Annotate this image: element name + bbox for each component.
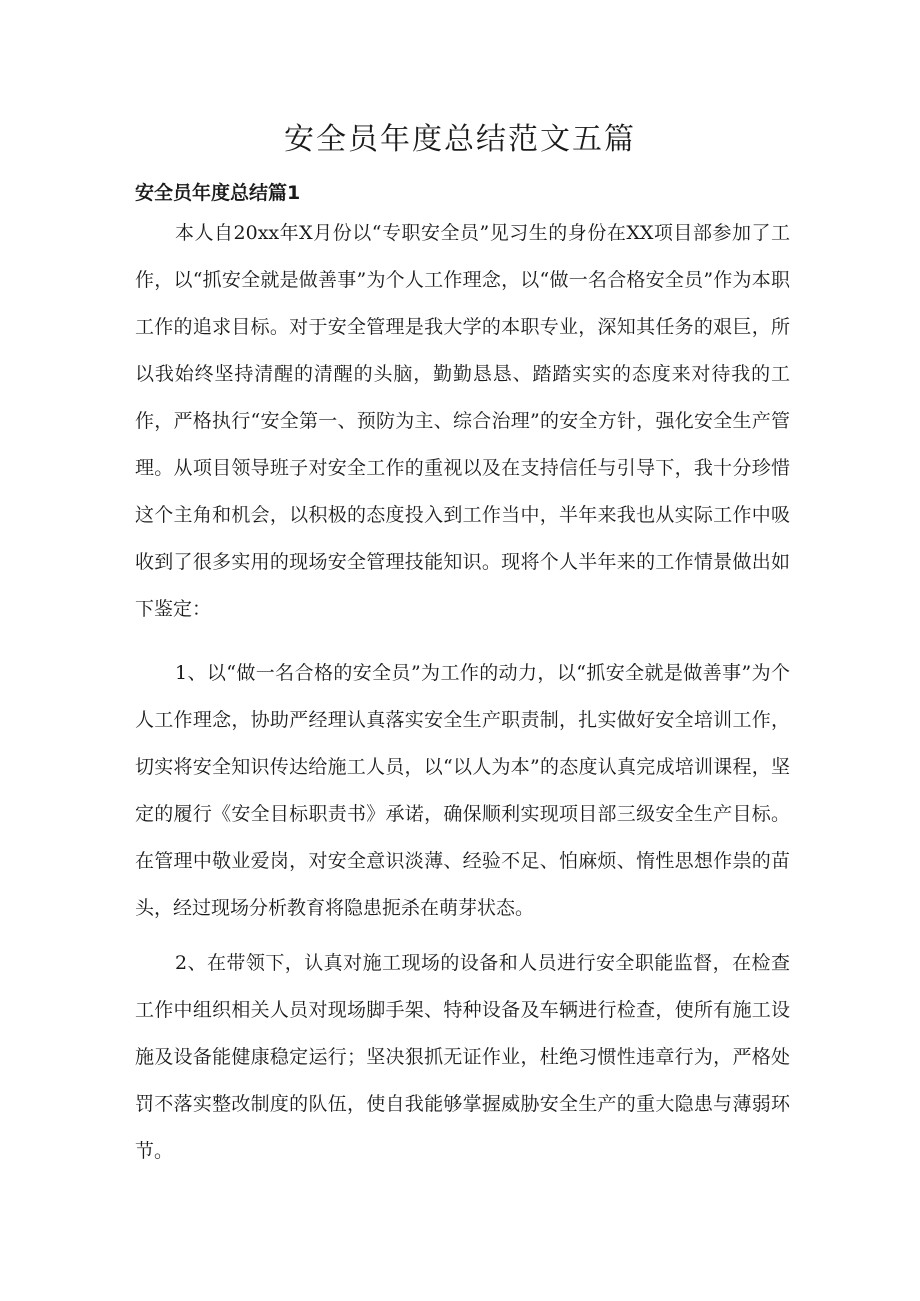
paragraph-item-1: 1、以“做一名合格的安全员”为工作的动力，以“抓安全就是做善事”为个人工作理念，协助严经理认真落实安全生产职责制，扎实做好安全培训工作，切实将安全知识传达给施工人员，以“以人为本”的态度认真完成培训课程，坚定的履行《安全目标职责书》承诺，确保顺利实现项目部三级安全生产目标。在管理中敬业爱岗，对安全意识淡薄、经验不足、怕麻烦、惰性思想作祟的苗头，经过现场分析教育将隐患扼杀在萌芽状态。 — [135, 662, 790, 919]
paragraph-intro: 本人自20xx年X月份以“专职安全员”见习生的身份在XX项目部参加了工作，以“抓安全就是做善事”为个人工作理念，以“做一名合格安全员”作为本职工作的追求目标。对于安全管理是我大学的本职专业，深知其任务的艰巨，所以我始终坚持清醒的清醒的头脑，勤勤恳恳、踏踏实实的态度来对待我的工作，严格执行“安全第一、预防为主、综合治理”的安全方针，强化安全生产管理。从项目领导班子对安全工作的重视以及在支持信任与引导下，我十分珍惜这个主角和机会，以积极的态度投入到工作当中，半年来我也从实际工作中吸收到了很多实用的现场安全管理技能知识。现将个人半年来的工作情景做出如下鉴定： — [135, 222, 790, 620]
document-title: 安全员年度总结范文五篇 — [284, 122, 636, 157]
paragraph-item-2: 2、在带领下，认真对施工现场的设备和人员进行安全职能监督，在检查工作中组织相关人员对现场脚手架、特种设备及车辆进行检查，使所有施工设施及设备能健康稳定运行；坚决狠抓无证作业，杜绝习惯性违章行为，严格处罚不落实整改制度的队伍，使自我能够掌握威胁安全生产的重大隐患与薄弱环节。 — [135, 952, 790, 1162]
section-heading: 安全员年度总结篇1 — [135, 182, 301, 204]
